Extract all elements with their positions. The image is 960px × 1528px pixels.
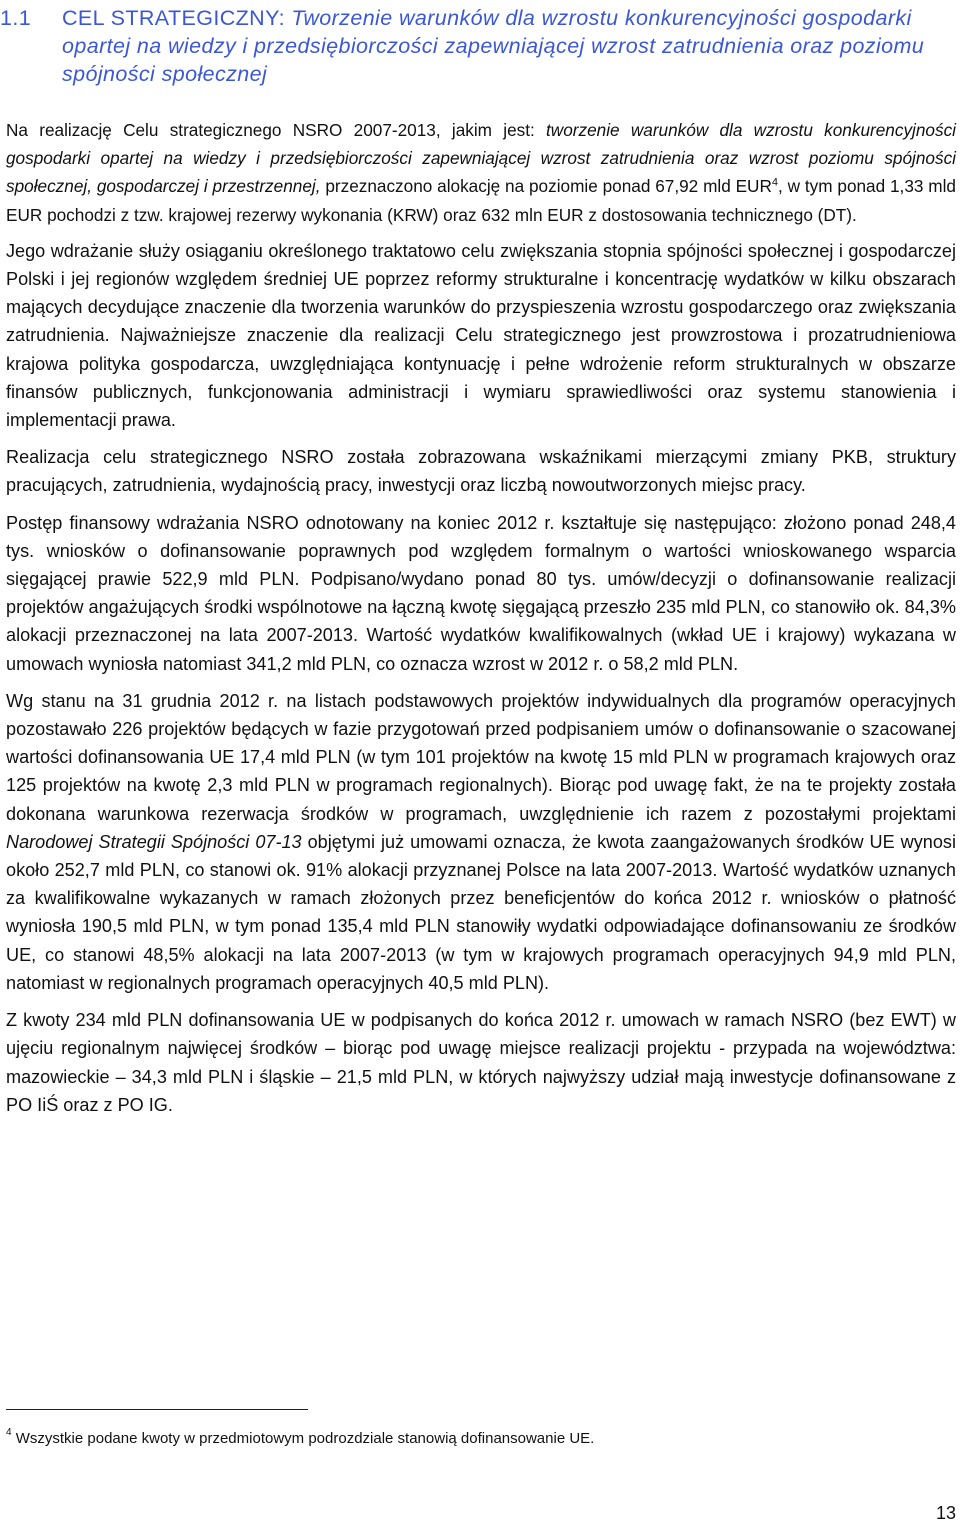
paragraph-allocation-amount: przeznaczono alokację na poziomie ponad 67,92 mld EUR bbox=[320, 176, 772, 197]
paragraph-project-lists-c: objętymi już umowami oznacza, że kwota zaangażowanych środków UE wynosi około 252,7 mld PLN, co stanowi ok. 91% alokacji przyznanej Polsce na lata 2007-2013. Wartość wydatków uznanych za kwalifikowalne wykazanych w ramach złożonych przez beneficjentów do końca 2012 r. wniosków o płatność wyniosła 190,5 mld PLN, w tym ponad 135,4 mld PLN stanowiły wydatki odpowiadające dofinansowaniu ze środków UE, co stanowi 48,5% alokacji na lata 2007-2013 (w tym w krajowych programach operacyjnych 94,9 mld PLN, natomiast w regionalnych programach operacyjnych 40,5 mld PLN). bbox=[6, 831, 956, 993]
page-number: 13 bbox=[935, 1503, 956, 1523]
paragraph-allocation bbox=[6, 116, 956, 229]
paragraph-regional: Z kwoty 234 mld PLN dofinansowania UE w podpisanych do końca 2012 r. umowach w ramach NSRO (bez EWT) w ujęciu regionalnym najwięcej środków – biorąc pod uwagę miejsce realizacji projektu - przypada na województwa: mazowieckie – 34,3 mld PLN i śląskie – 21,5 mld PLN, w których najwyższy udział mają inwestycje dofinansowane z PO IiŚ oraz z PO IG. bbox=[6, 1010, 956, 1115]
paragraph-allocation-intro: Na realizację Celu strategicznego NSRO 2007-2013, jakim jest: bbox=[6, 120, 547, 140]
footnote-divider bbox=[6, 1409, 308, 1410]
section-number: 1.1 bbox=[0, 6, 32, 30]
paragraph-financial-progress: Postęp finansowy wdrażania NSRO odnotowany na koniec 2012 r. kształtuje się następująco: złożono ponad 248,4 tys. wniosków o dofinansowanie poprawnych pod względem formalnym o wartości wnioskowanego wsparcia sięgającej prawie 522,9 mld PLN. Podpisano/wydano ponad 80 tys. umów/decyzji o dofinansowanie realizacji projektów angażujących środki wspólnotowe na łączną kwotę sięgającą przeszło 235 mld PLN, co stanowiło ok. 84,3% alokacji przeznaczonej na lata 2007-2013. Wartość wydatków kwalifikowalnych (wkład UE i krajowy) wykazana w umowach wyniosła natomiast 341,2 mld PLN, co oznacza wzrost w 2012 r. o 58,2 mld PLN. bbox=[6, 512, 956, 674]
section-heading-lead: CEL STRATEGICZNY: bbox=[62, 6, 286, 30]
paragraph-project-lists-strategy: Narodowej Strategii Spójności 07-13 bbox=[6, 831, 302, 852]
paragraph-project-lists bbox=[6, 687, 956, 997]
footnote bbox=[6, 1428, 594, 1450]
section-heading bbox=[0, 4, 956, 88]
paragraph-project-lists-a: Wg stanu na 31 grudnia 2012 r. na listach podstawowych projektów indywidualnych dla programów operacyjnych pozostawało 226 projektów będących w fazie przygotowań przed podpisaniem umów o dofinansowanie o szacowanej wartości dofinansowania UE 17,4 mld PLN (w tym 101 projektów na kwotę 15 mld PLN w programach krajowych oraz 125 projektów na kwotę 2,3 mld PLN w programach regionalnych). Biorąc pod uwagę fakt, że na te projekty została dokonana warunkowa rezerwacja środków w programach, uwzględnienie ich razem z pozostałymi projektami bbox=[6, 690, 956, 824]
paragraph-allocation-goal: tworzenie warunków dla wzrostu konkurencyjności gospodarki opartej na wiedzy i przedsiębiorczości zapewniającej wzrost zatrudnienia oraz wzrost poziomu spójności społecznej, gospodarczej i przestrzennej, bbox=[6, 120, 956, 197]
footnote-text: Wszystkie podane kwoty w przedmiotowym podrozdziale stanowią dofinansowanie UE. bbox=[11, 1430, 595, 1447]
paragraph-allocation-rest: , w tym ponad 1,33 mld EUR pochodzi z tzw. krajowej rezerwy wykonania (KRW) oraz 632 mln EUR z dostosowania technicznego (DT). bbox=[6, 176, 956, 225]
footnote-reference: 4 bbox=[771, 176, 779, 189]
section-heading-title: Tworzenie warunków dla wzrostu konkurencyjności gospodarki opartej na wiedzy i przedsiębiorczości zapewniającej wzrost zatrudnienia oraz poziomu spójności społecznej bbox=[62, 6, 925, 86]
paragraph-indicators: Realizacja celu strategicznego NSRO została zobrazowana wskaźnikami mierzącymi zmiany PKB, struktury pracujących, zatrudnienia, wydajnością pracy, inwestycji oraz liczbą nowoutworzonych miejsc pracy. bbox=[6, 447, 956, 496]
paragraph-implementation: Jego wdrażanie służy osiąganiu określonego traktatowo celu zwiększania stopnia spójności społecznej i gospodarczej Polski i jej regionów względem średniej UE poprzez reformy strukturalne i koncentrację wydatków w kilku obszarach mających decydujące znaczenie dla tworzenia warunków do przyspieszenia wzrostu gospodarczego oraz zwiększania zatrudnienia. Najważniejsze znaczenie dla realizacji Celu strategicznego jest prowzrostowa i prozatrudnieniowa krajowa polityka gospodarcza, uwzględniająca kontynuację i pełne wdrożenie reform strukturalnych w obszarze finansów publicznych, funkcjonowania administracji i wymiaru sprawiedliwości oraz systemu stanowienia i implementacji prawa. bbox=[6, 240, 956, 431]
footnote-marker: 4 bbox=[6, 1427, 12, 1438]
